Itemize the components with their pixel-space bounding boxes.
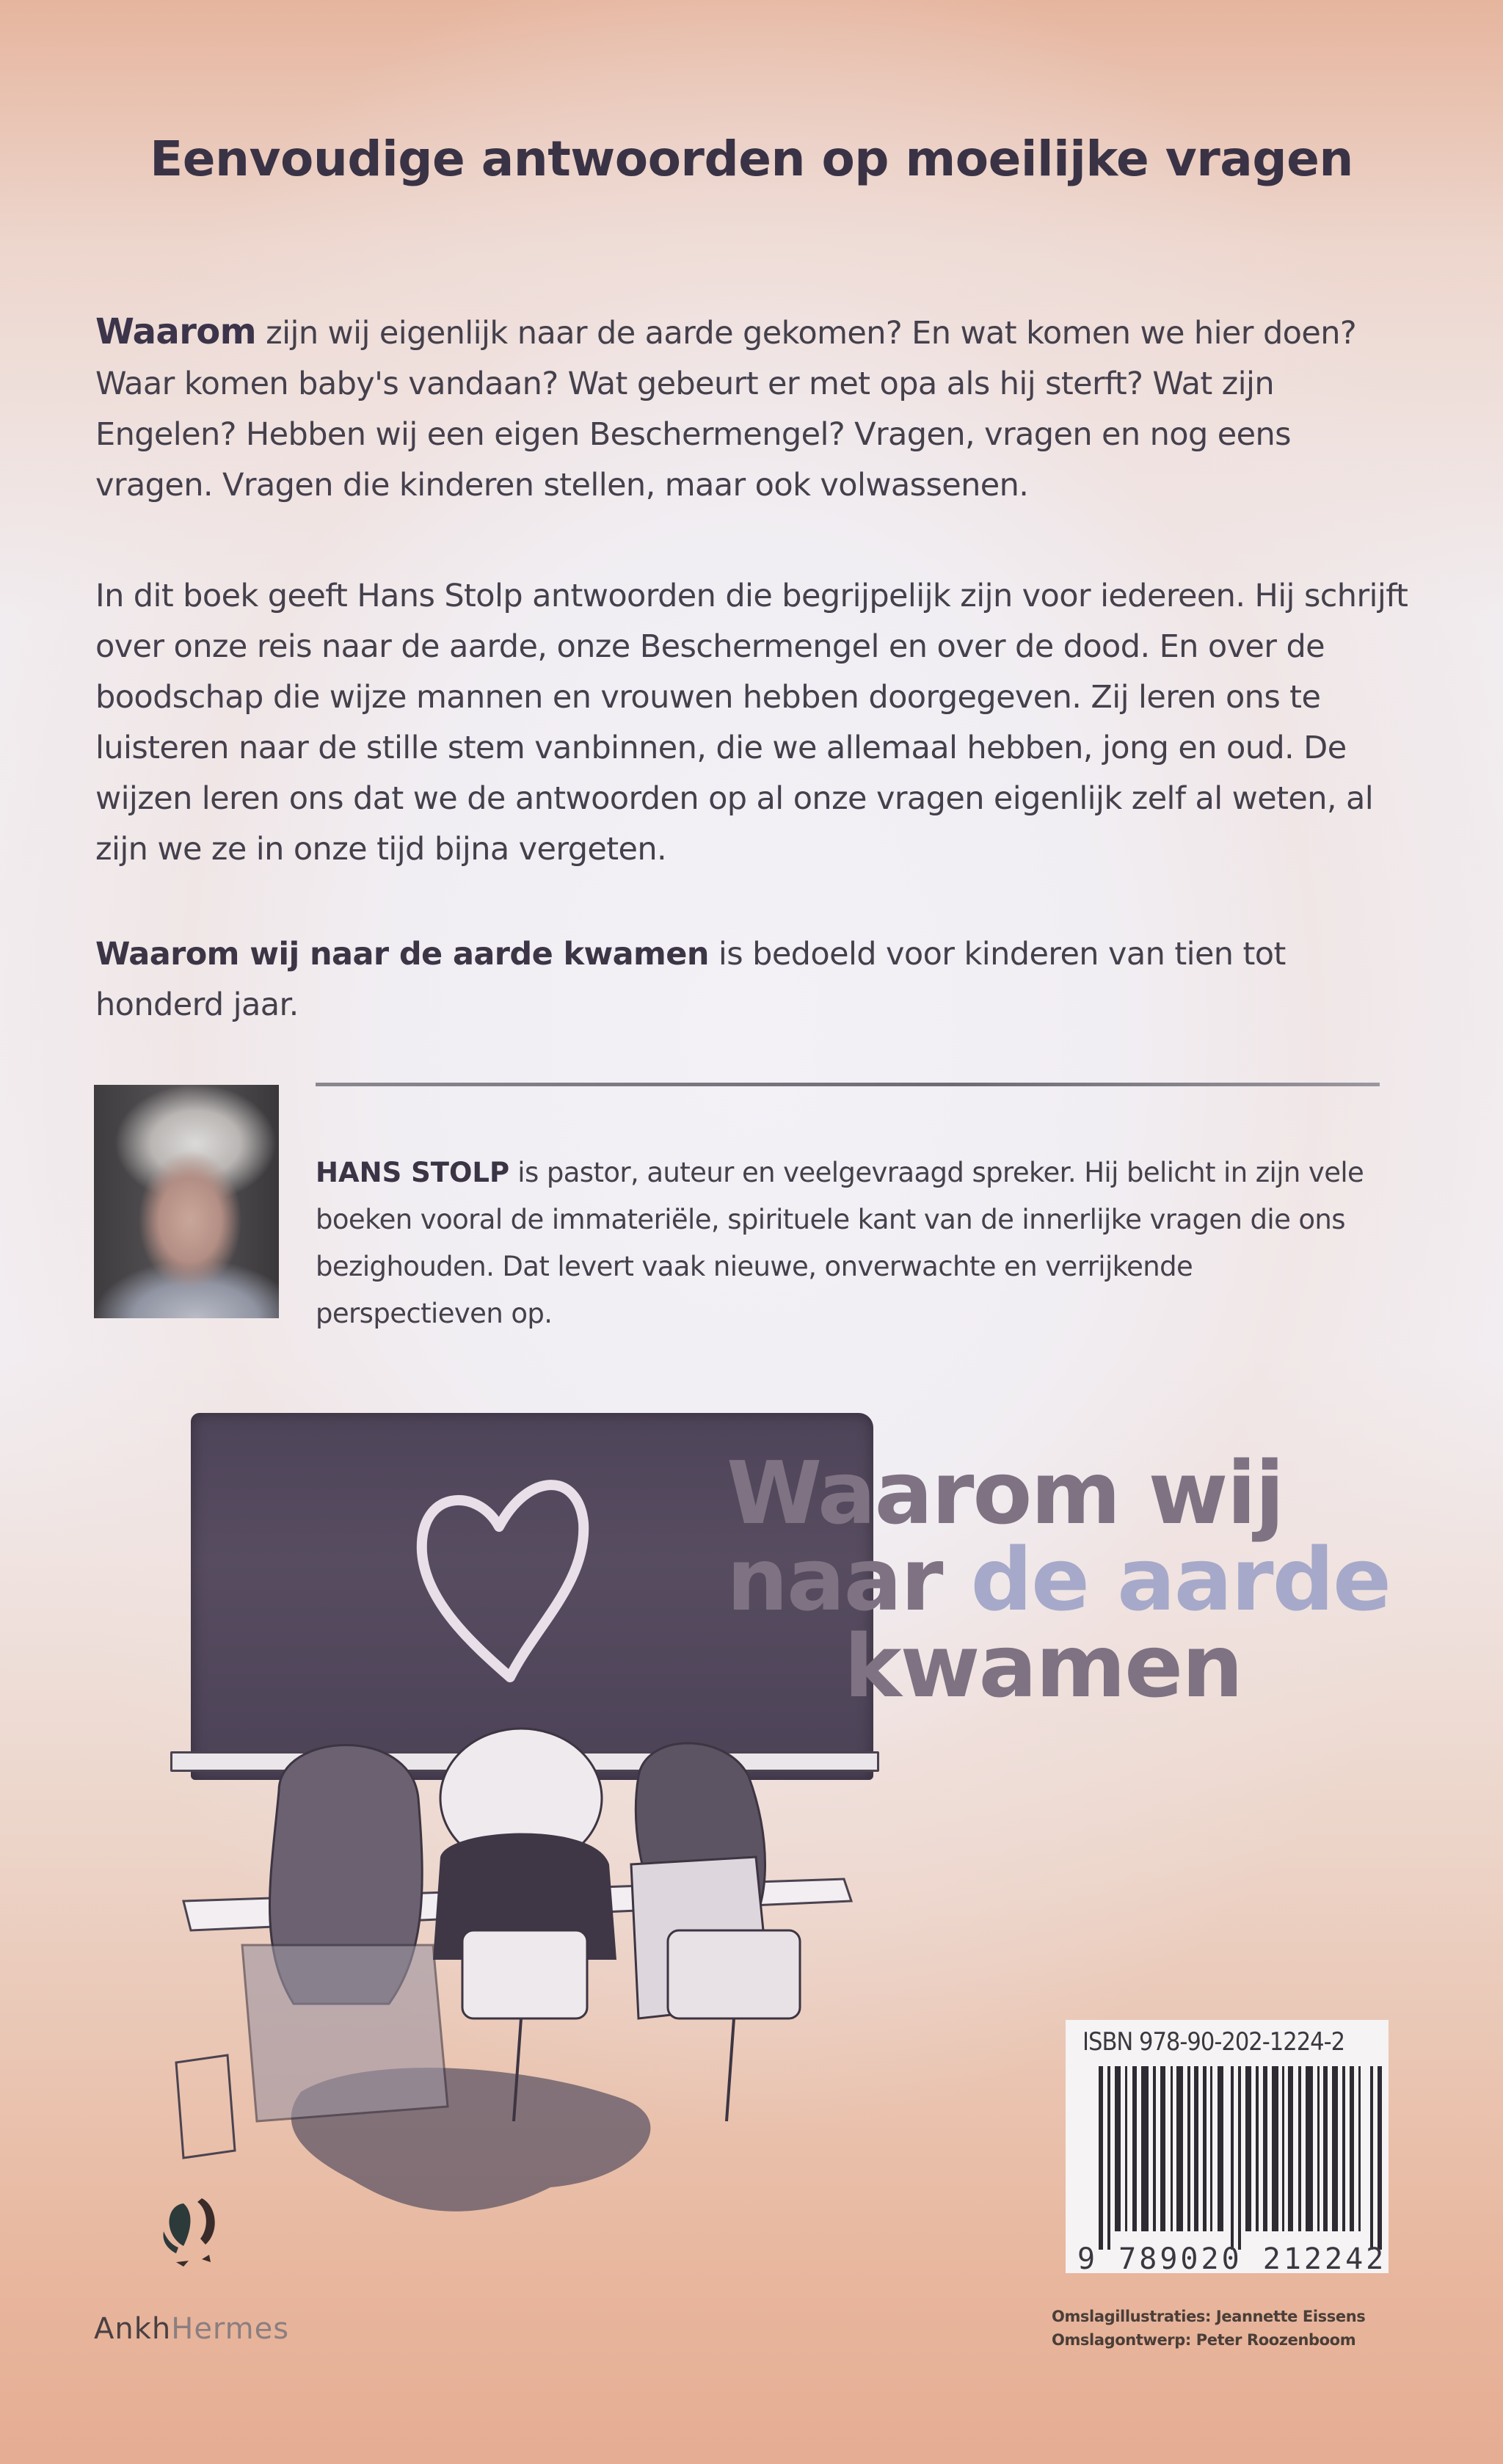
intro-text: zijn wij eigenlijk naar de aarde gekomen? En wat komen we hier doen? Waar komen baby's vandaan? Wat gebeurt er met opa als hij sterft? Wat zijn Engelen? Hebben wij een eigen Beschermengel? Vragen, vragen en nog eens vragen. Vragen die kinderen stellen, maar ook volwassenen. — [95, 315, 1357, 504]
publisher-name-hermes: Hermes — [171, 2312, 290, 2346]
author-bio — [316, 1149, 1387, 1337]
heart-icon — [389, 1457, 624, 1692]
book-title-line-1: Waarom wij — [727, 1442, 1284, 1544]
book-title-line-2 — [727, 1529, 1391, 1630]
publisher-name-ankh: Ankh — [94, 2312, 172, 2346]
author-bio-text: is pastor, auteur en veelgevraagd spreker. Hij belicht in zijn vele boeken vooral de immateriële, spirituele kant van de innerlijke vragen die ons bezighouden. Dat levert vaak nieuwe, onverwachte en verrijkende perspectieven op. — [316, 1157, 1364, 1329]
headline: Eenvoudige antwoorden op moeilijke vragen — [150, 131, 1353, 187]
author-name: HANS STOLP — [316, 1157, 510, 1188]
children-illustration — [169, 1710, 888, 2224]
credit-design: Omslagontwerp: Peter Roozenboom — [1052, 2331, 1356, 2349]
barcode-digits: 9 789020 212242 — [1077, 2242, 1387, 2276]
credit-illustrations: Omslagillustraties: Jeannette Eissens — [1052, 2308, 1366, 2325]
credits — [1052, 2305, 1365, 2352]
book-title-naar: naar — [727, 1529, 971, 1630]
book-title — [727, 1442, 1391, 1717]
intro-paragraph — [95, 307, 1409, 511]
intro-lead: Waarom — [95, 311, 257, 352]
divider-line — [316, 1083, 1380, 1086]
audience-paragraph — [95, 929, 1409, 1031]
audience-book-title: Waarom wij naar de aarde kwamen — [95, 936, 709, 973]
book-title-line-3: kwamen — [844, 1616, 1242, 1717]
description-paragraph: In dit boek geeft Hans Stolp antwoorden die begrijpelijk zijn voor iedereen. Hij schrijft over onze reis naar de aarde, onze Beschermengel en over de dood. En over de boodschap die wijze mannen en vrouwen hebben doorgegeven. Zij leren ons te luisteren naar de stille stem vanbinnen, die we allemaal hebben, jong en oud. De wijzen leren ons dat we de antwoorden op al onze vragen eigenlijk zelf al weten, al zijn we ze in onze tijd bijna vergeten. — [95, 578, 1408, 868]
publisher-logo-icon — [150, 2195, 231, 2275]
author-photo — [94, 1085, 279, 1318]
isbn-label: ISBN 978-90-202-1224-2 — [1082, 2027, 1345, 2057]
barcode-icon — [1099, 2066, 1385, 2250]
audience-text: is bedoeld voor kinderen van tien tot honderd jaar. — [95, 936, 1286, 1023]
publisher-name — [94, 2312, 289, 2346]
book-title-de-aarde: de aarde — [970, 1529, 1391, 1630]
